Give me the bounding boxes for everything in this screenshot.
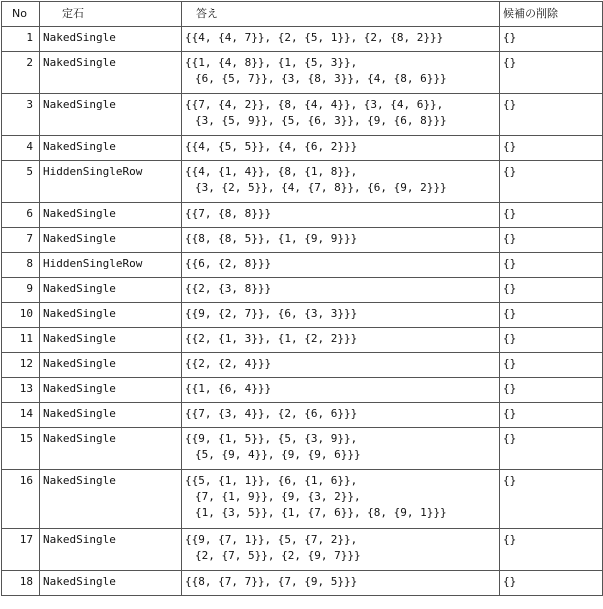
answer-line: {{1, {4, 8}}, {1, {5, 3}}, [185, 56, 358, 69]
answer-line: {{5, {1, 1}}, {6, {1, 6}}, [185, 474, 358, 487]
row-number: 17 [2, 529, 40, 571]
answer-line: {1, {3, 5}}, {1, {7, 6}}, {8, {9, 1}}} [195, 506, 447, 519]
row-number: 14 [2, 403, 40, 428]
technique-cell: NakedSingle [40, 353, 182, 378]
table-row [2, 470, 603, 529]
answer-cell [182, 428, 500, 470]
table-row [2, 94, 603, 136]
table-row [2, 378, 603, 403]
removal-cell: {} [500, 378, 603, 403]
answer-line: {{9, {2, 7}}, {6, {3, 3}}} [185, 307, 358, 320]
answer-cell [182, 136, 500, 161]
technique-cell: HiddenSingleRow [40, 161, 182, 203]
table-row [2, 136, 603, 161]
technique-cell: NakedSingle [40, 228, 182, 253]
row-number: 3 [2, 94, 40, 136]
answer-cell [182, 27, 500, 52]
removal-cell: {} [500, 228, 603, 253]
answer-cell [182, 278, 500, 303]
answer-cell [182, 353, 500, 378]
technique-table [1, 1, 603, 596]
answer-line: {{8, {8, 5}}, {1, {9, 9}}} [185, 232, 358, 245]
answer-cell [182, 470, 500, 529]
row-number: 16 [2, 470, 40, 529]
removal-cell: {} [500, 303, 603, 328]
technique-cell: NakedSingle [40, 529, 182, 571]
technique-cell: NakedSingle [40, 278, 182, 303]
answer-line: {{7, {4, 2}}, {8, {4, 4}}, {3, {4, 6}}, [185, 98, 444, 111]
table-row [2, 52, 603, 94]
answer-line: {{7, {8, 8}}} [185, 207, 272, 220]
removal-cell: {} [500, 571, 603, 596]
technique-cell: NakedSingle [40, 470, 182, 529]
table-row [2, 27, 603, 52]
technique-cell: NakedSingle [40, 94, 182, 136]
header-technique: 定石 [40, 2, 182, 27]
answer-cell [182, 203, 500, 228]
header-removal: 候補の削除 [500, 2, 603, 27]
removal-cell: {} [500, 253, 603, 278]
answer-line: {{1, {6, 4}}} [185, 382, 272, 395]
technique-cell: NakedSingle [40, 403, 182, 428]
row-number: 15 [2, 428, 40, 470]
table-row [2, 278, 603, 303]
row-number: 4 [2, 136, 40, 161]
removal-cell: {} [500, 529, 603, 571]
answer-line: {7, {1, 9}}, {9, {3, 2}}, [195, 490, 361, 503]
technique-cell: NakedSingle [40, 136, 182, 161]
technique-cell: NakedSingle [40, 203, 182, 228]
removal-cell: {} [500, 136, 603, 161]
row-number: 10 [2, 303, 40, 328]
table-row [2, 303, 603, 328]
row-number: 1 [2, 27, 40, 52]
row-number: 11 [2, 328, 40, 353]
removal-cell: {} [500, 278, 603, 303]
table-row [2, 253, 603, 278]
answer-line: {{2, {1, 3}}, {1, {2, 2}}} [185, 332, 358, 345]
table-row [2, 353, 603, 378]
answer-line: {{9, {7, 1}}, {5, {7, 2}}, [185, 533, 358, 546]
table-row [2, 428, 603, 470]
removal-cell: {} [500, 403, 603, 428]
technique-cell: NakedSingle [40, 303, 182, 328]
answer-cell [182, 94, 500, 136]
answer-line: {3, {2, 5}}, {4, {7, 8}}, {6, {9, 2}}} [195, 181, 447, 194]
technique-cell: NakedSingle [40, 328, 182, 353]
answer-cell [182, 52, 500, 94]
row-number: 8 [2, 253, 40, 278]
table-row [2, 203, 603, 228]
answer-cell [182, 228, 500, 253]
table-row [2, 228, 603, 253]
row-number: 13 [2, 378, 40, 403]
row-number: 2 [2, 52, 40, 94]
answer-cell [182, 253, 500, 278]
answer-cell [182, 378, 500, 403]
removal-cell: {} [500, 52, 603, 94]
row-number: 12 [2, 353, 40, 378]
answer-line: {6, {5, 7}}, {3, {8, 3}}, {4, {8, 6}}} [195, 72, 447, 85]
answer-line: {{7, {3, 4}}, {2, {6, 6}}} [185, 407, 358, 420]
row-number: 7 [2, 228, 40, 253]
answer-cell [182, 161, 500, 203]
row-number: 9 [2, 278, 40, 303]
technique-cell: NakedSingle [40, 378, 182, 403]
row-number: 5 [2, 161, 40, 203]
removal-cell: {} [500, 27, 603, 52]
answer-line: {{4, {5, 5}}, {4, {6, 2}}} [185, 140, 358, 153]
technique-cell: HiddenSingleRow [40, 253, 182, 278]
answer-cell [182, 303, 500, 328]
answer-line: {{4, {1, 4}}, {8, {1, 8}}, [185, 165, 358, 178]
row-number: 18 [2, 571, 40, 596]
technique-cell: NakedSingle [40, 27, 182, 52]
table-row [2, 529, 603, 571]
removal-cell: {} [500, 470, 603, 529]
answer-line: {{8, {7, 7}}, {7, {9, 5}}} [185, 575, 358, 588]
answer-cell [182, 529, 500, 571]
answer-cell [182, 571, 500, 596]
answer-line: {2, {7, 5}}, {2, {9, 7}}} [195, 549, 361, 562]
removal-cell: {} [500, 161, 603, 203]
header-no: No [2, 2, 40, 27]
header-answer: 答え [182, 2, 500, 27]
table-row [2, 403, 603, 428]
removal-cell: {} [500, 203, 603, 228]
answer-line: {{6, {2, 8}}} [185, 257, 272, 270]
row-number: 6 [2, 203, 40, 228]
answer-cell [182, 403, 500, 428]
table-body [2, 27, 603, 596]
technique-cell: NakedSingle [40, 571, 182, 596]
table-row [2, 328, 603, 353]
answer-line: {{2, {2, 4}}} [185, 357, 272, 370]
header-row [2, 2, 603, 27]
answer-line: {{9, {1, 5}}, {5, {3, 9}}, [185, 432, 358, 445]
answer-line: {3, {5, 9}}, {5, {6, 3}}, {9, {6, 8}}} [195, 114, 447, 127]
table-row [2, 571, 603, 596]
technique-cell: NakedSingle [40, 52, 182, 94]
answer-line: {5, {9, 4}}, {9, {9, 6}}} [195, 448, 361, 461]
answer-cell [182, 328, 500, 353]
removal-cell: {} [500, 428, 603, 470]
removal-cell: {} [500, 94, 603, 136]
answer-line: {{4, {4, 7}}, {2, {5, 1}}, {2, {8, 2}}} [185, 31, 444, 44]
table-row [2, 161, 603, 203]
technique-cell: NakedSingle [40, 428, 182, 470]
answer-line: {{2, {3, 8}}} [185, 282, 272, 295]
removal-cell: {} [500, 353, 603, 378]
removal-cell: {} [500, 328, 603, 353]
